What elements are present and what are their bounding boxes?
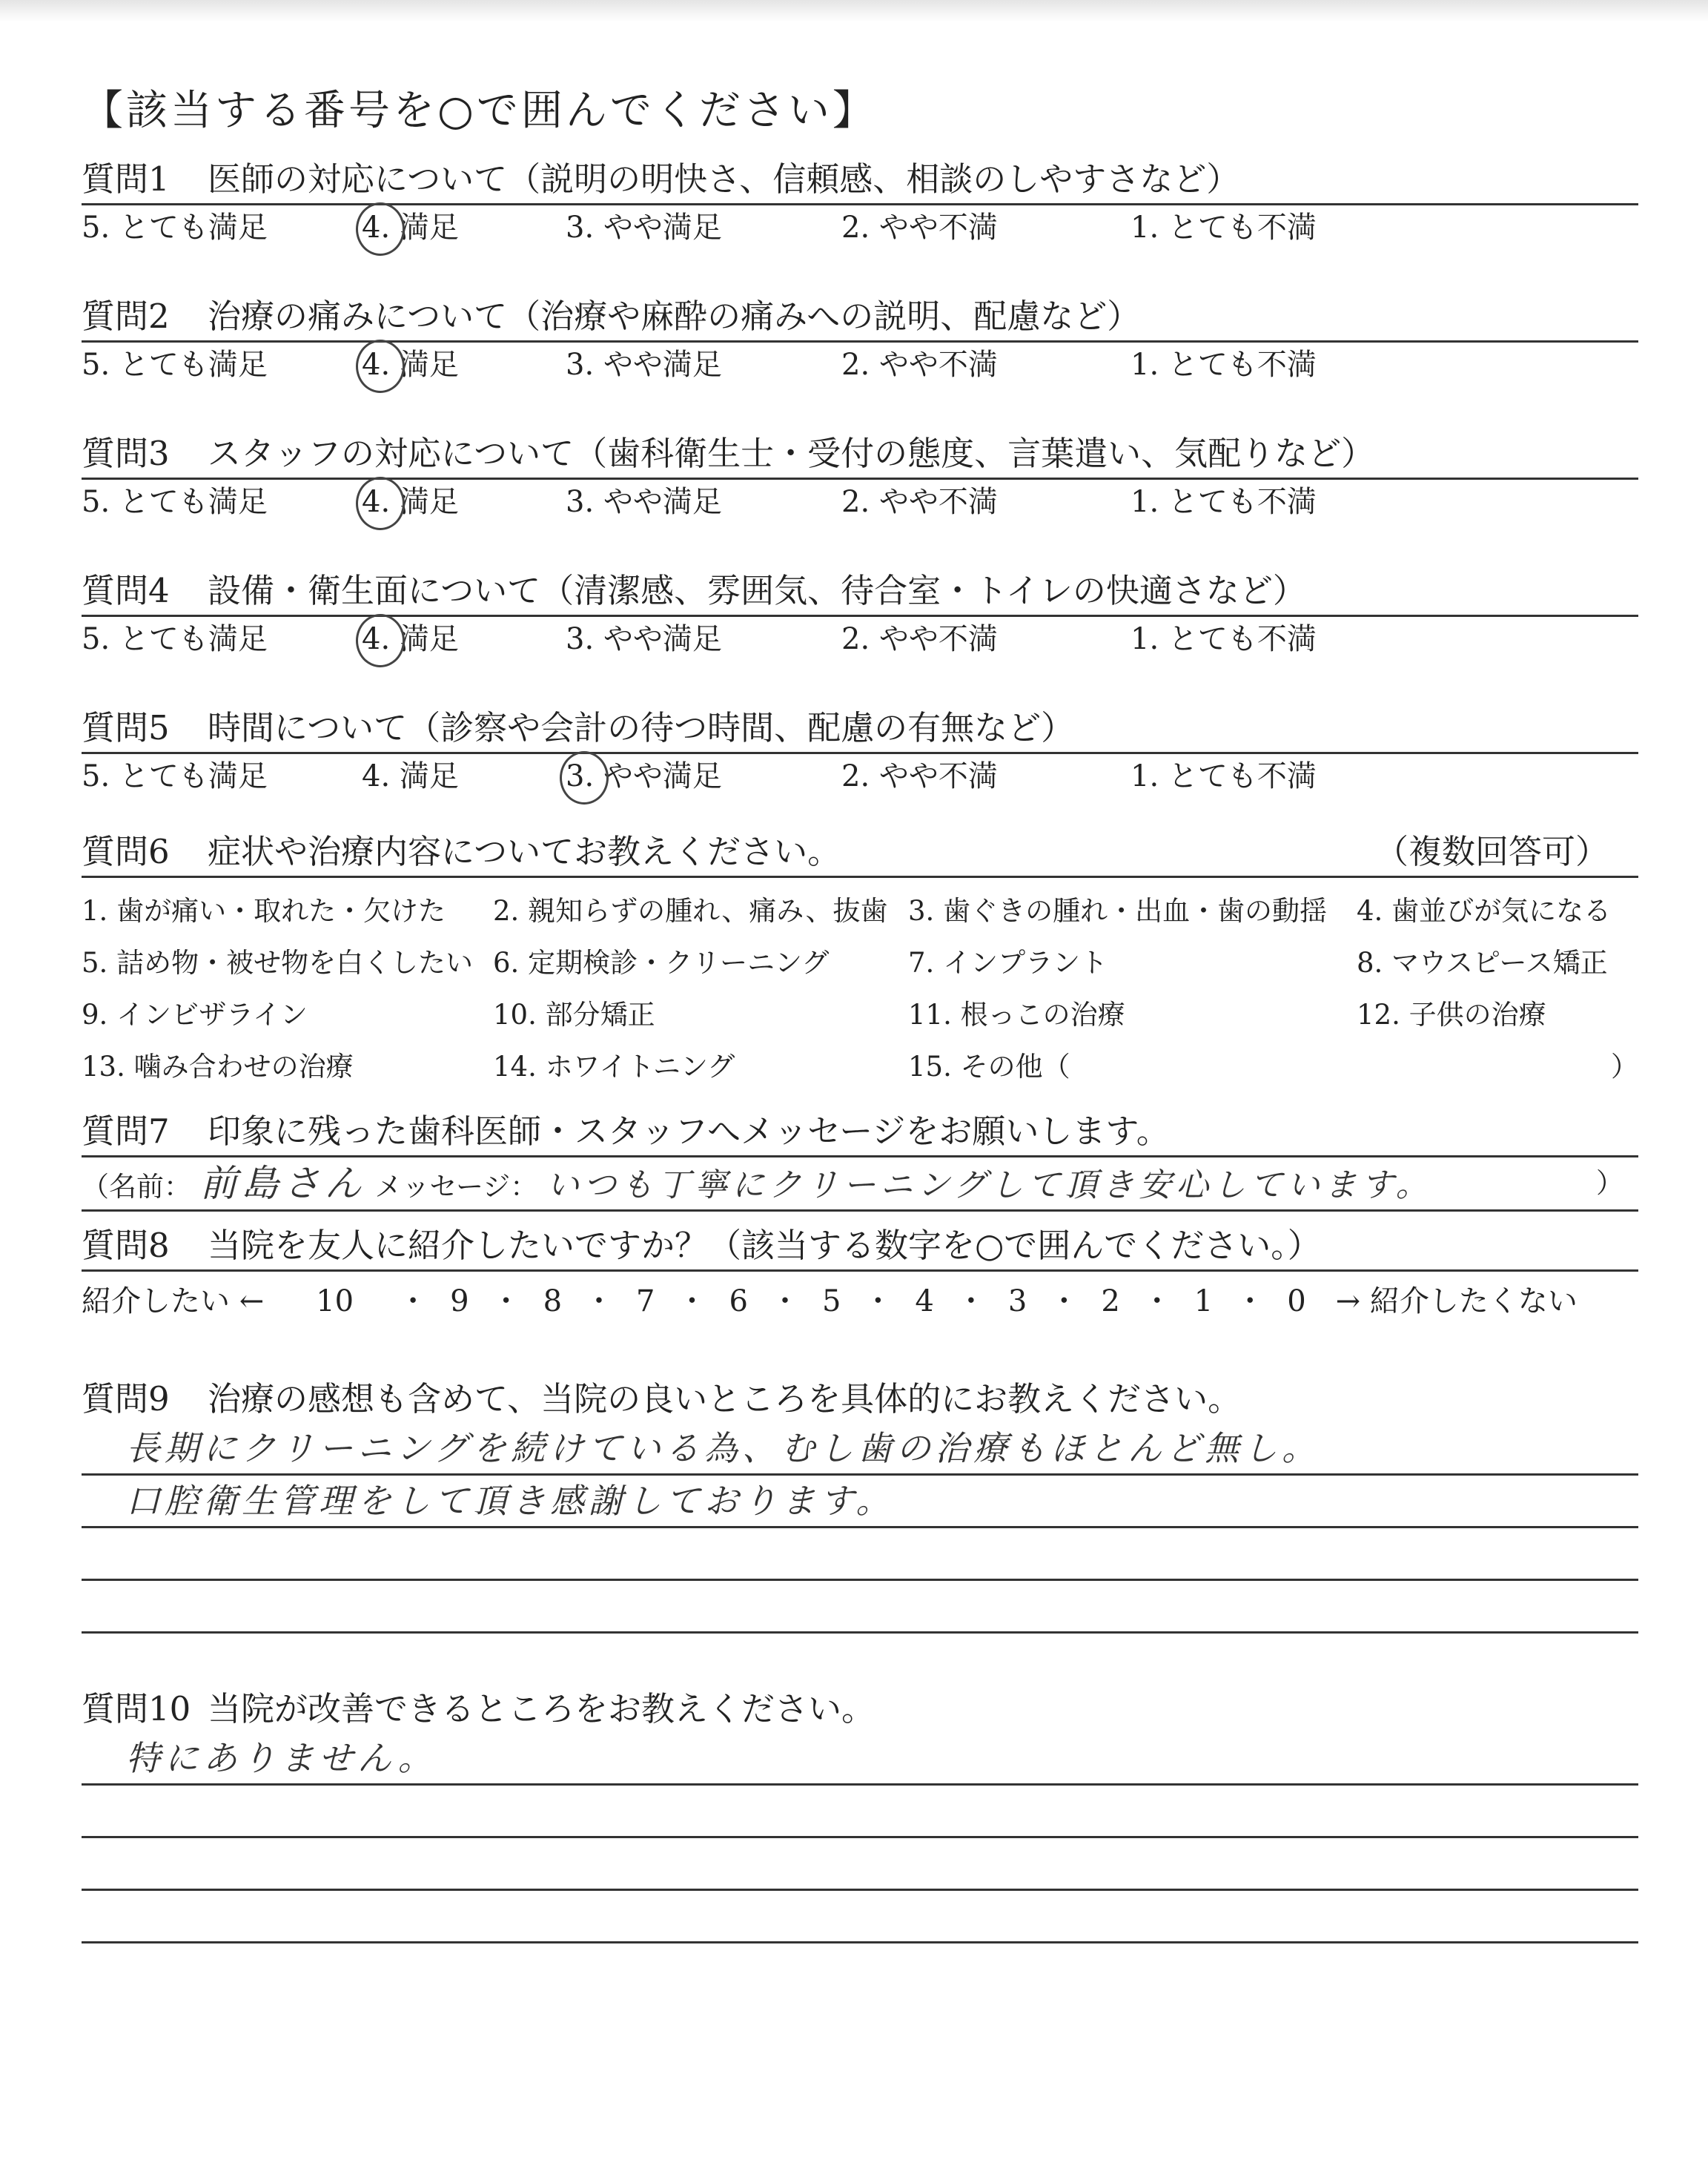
rating-option[interactable] [1131, 754, 1353, 799]
q7-name-value: 前島さん [199, 1162, 366, 1205]
q8-scale-dot: ・ [677, 1284, 707, 1318]
rating-option-label: 3. やや満足 [566, 211, 722, 245]
answer-line[interactable] [82, 1423, 1638, 1476]
rating-option-label: 2. やや不満 [841, 622, 998, 656]
q8-scale-value[interactable]: 0 [1287, 1284, 1306, 1318]
rating-option[interactable] [566, 617, 841, 661]
rating-option[interactable] [82, 754, 362, 799]
q6-option[interactable]: 12. 子供の治療 [1357, 999, 1546, 1031]
rating-option[interactable] [1131, 343, 1353, 387]
q7-number: 質問7 [82, 1112, 170, 1151]
rating-option[interactable] [841, 205, 1131, 250]
rating-option[interactable] [362, 617, 566, 661]
rating-option-label: 3. やや満足 [566, 622, 722, 656]
rating-option-label: 1. とても不満 [1131, 211, 1317, 245]
form-title: 【該当する番号を○で囲んでください】 [82, 87, 877, 135]
q8-scale-dot: ・ [769, 1284, 800, 1318]
q8-scale-value[interactable]: 10 [316, 1284, 354, 1318]
q6-text: 症状や治療内容についてお教えください。 [208, 832, 841, 871]
question-number: 質問2 [82, 297, 170, 336]
rating-options [82, 480, 1638, 524]
rating-option-label: 5. とても満足 [82, 759, 268, 793]
rating-option[interactable] [841, 754, 1131, 799]
answer-line[interactable] [82, 1891, 1638, 1943]
rating-option-label: 5. とても満足 [82, 622, 268, 656]
question-text: スタッフの対応について（歯科衛生士・受付の態度、言葉遣い、気配りなど） [208, 434, 1375, 473]
rating-option-label: 4. 満足 [362, 485, 459, 519]
question-5 [82, 704, 1638, 799]
q8-number: 質問8 [82, 1226, 170, 1265]
q6-close-paren: ） [1611, 1051, 1638, 1083]
answer-line[interactable] [82, 1528, 1638, 1581]
q6-option[interactable]: 2. 親知らずの腫れ、痛み、抜歯 [493, 895, 888, 927]
question-3 [82, 430, 1638, 524]
q7-name-label: （名前： [82, 1171, 191, 1203]
rating-option-label: 2. やや不満 [841, 211, 998, 245]
rating-option-label: 1. とても不満 [1131, 759, 1317, 793]
rating-option[interactable] [82, 205, 362, 250]
q6-option[interactable] [1357, 1041, 1638, 1093]
scan-edge [0, 0, 1708, 22]
rating-option[interactable] [362, 754, 566, 799]
q8-scale-value[interactable]: 7 [636, 1284, 655, 1318]
q6-number: 質問6 [82, 832, 170, 871]
q6-note: （複数回答可） [1374, 832, 1609, 871]
q7-message-label: メッセージ： [374, 1171, 538, 1203]
rating-option-label: 5. とても満足 [82, 211, 268, 245]
q6-options [82, 885, 1638, 1093]
question-text: 医師の対応について（説明の明快さ、信頼感、相談のしやすさなど） [208, 159, 1240, 199]
rating-option[interactable] [362, 205, 566, 250]
q10-heading [82, 1685, 1638, 1733]
rating-option-label: 5. とても満足 [82, 348, 268, 382]
rating-option-label: 3. やや満足 [566, 485, 722, 519]
rating-option-label: 3. やや満足 [566, 759, 722, 793]
q8-scale-dot: ・ [863, 1284, 893, 1318]
rating-option-label: 1. とても不満 [1131, 485, 1317, 519]
q8-scale-value[interactable]: 1 [1194, 1284, 1214, 1318]
q6-option[interactable]: 8. マウスピース矯正 [1357, 947, 1608, 979]
rating-option[interactable] [566, 754, 841, 799]
q8-scale-dot: ・ [956, 1284, 986, 1318]
question-number: 質問3 [82, 434, 170, 473]
rating-questions [82, 156, 1638, 799]
rating-option-label: 4. 満足 [362, 211, 459, 245]
q10-number: 質問10 [82, 1689, 191, 1728]
rating-options [82, 343, 1638, 387]
q7-answer-line[interactable] [82, 1157, 1638, 1212]
selection-circle [356, 202, 405, 256]
answer-line[interactable] [82, 1838, 1638, 1891]
q10-answer-lines [82, 1733, 1638, 1943]
rating-option-label: 1. とても不満 [1131, 622, 1317, 656]
q6-option[interactable]: 9. インビザライン [82, 999, 308, 1031]
q6-option[interactable]: 4. 歯並びが気になる [1357, 895, 1612, 927]
rating-option-label: 4. 満足 [362, 348, 459, 382]
q6-option[interactable]: 3. 歯ぐきの腫れ・出血・歯の動揺 [908, 895, 1328, 927]
q8-scale-value[interactable]: 6 [729, 1284, 748, 1318]
answer-line[interactable] [82, 1786, 1638, 1838]
question-text: 設備・衛生面について（清潔感、雰囲気、待合室・トイレの快適さなど） [208, 571, 1306, 610]
q8-scale-dot: ・ [1049, 1284, 1079, 1318]
rating-option-label: 4. 満足 [362, 622, 459, 656]
q6-option[interactable]: 1. 歯が痛い・取れた・欠けた [82, 895, 446, 927]
rating-option[interactable] [362, 480, 566, 524]
question-1 [82, 156, 1638, 250]
q7-heading [82, 1108, 1638, 1157]
question-heading [82, 567, 1638, 617]
question-number: 質問4 [82, 571, 170, 610]
rating-option-label: 1. とても不満 [1131, 348, 1317, 382]
q8-scale-value[interactable]: 5 [821, 1284, 841, 1318]
q6-option[interactable]: 7. インプラント [908, 947, 1108, 979]
q6-option[interactable]: 10. 部分矯正 [493, 999, 655, 1031]
rating-option-label: 2. やや不満 [841, 348, 998, 382]
rating-option-label: 3. やや満足 [566, 348, 722, 382]
q7-message-value: いつも丁寧にクリーニングして頂き安心しています。 [546, 1166, 1433, 1204]
q6-heading [82, 828, 1638, 878]
q10-text: 当院が改善できるところをお教えください。 [208, 1689, 875, 1728]
rating-option[interactable] [82, 343, 362, 387]
rating-option[interactable] [1131, 480, 1353, 524]
rating-options [82, 205, 1638, 250]
q6-option[interactable]: 5. 詰め物・被せ物を白くしたい [82, 947, 474, 979]
rating-options [82, 617, 1638, 661]
handwritten-answer: 特にありません。 [126, 1738, 437, 1778]
q8-scale-value[interactable]: 4 [915, 1284, 934, 1318]
rating-option[interactable] [82, 480, 362, 524]
question-number: 質問5 [82, 708, 170, 747]
question-heading [82, 293, 1638, 343]
q8-heading [82, 1222, 1638, 1272]
question-4 [82, 567, 1638, 661]
answer-line[interactable] [82, 1733, 1638, 1786]
q6-option[interactable]: 14. ホワイトニング [493, 1051, 735, 1083]
q8-scale-dot: ・ [398, 1284, 428, 1318]
q6-option[interactable]: 6. 定期検診・クリーニング [493, 947, 830, 979]
q8-scale-dot: ・ [1235, 1284, 1265, 1318]
q8-scale-value[interactable]: 9 [450, 1284, 469, 1318]
q7-close-paren: ） [1596, 1167, 1623, 1199]
rating-option[interactable] [841, 480, 1131, 524]
q8-scale-value[interactable]: 3 [1007, 1284, 1027, 1318]
question-heading [82, 704, 1638, 754]
selection-circle [356, 340, 405, 393]
question-heading [82, 430, 1638, 480]
question-2 [82, 293, 1638, 387]
rating-option[interactable] [82, 617, 362, 661]
q8-scale-value[interactable]: 2 [1101, 1284, 1120, 1318]
rating-option[interactable] [841, 343, 1131, 387]
handwritten-answer: 長期にクリーニングを続けている為、むし歯の治療もほとんど無し。 [126, 1428, 1321, 1468]
q8-scale-dot: ・ [1142, 1284, 1172, 1318]
rating-options [82, 754, 1638, 799]
q9-heading [82, 1375, 1638, 1423]
answer-line[interactable] [82, 1476, 1638, 1528]
q8-scale-dot: ・ [491, 1284, 521, 1318]
q6-option[interactable]: 13. 噛み合わせの治療 [82, 1051, 354, 1083]
q9-answer-lines [82, 1423, 1638, 1634]
q8-scale-dot: ・ [584, 1284, 615, 1318]
q8-right-label: → 紹介したくない [1335, 1284, 1578, 1318]
rating-option[interactable] [362, 343, 566, 387]
rating-option[interactable] [841, 617, 1131, 661]
q8-scale [82, 1272, 1638, 1331]
answer-line[interactable] [82, 1581, 1638, 1634]
rating-option-label: 2. やや不満 [841, 485, 998, 519]
q8-left-label: 紹介したい ← [82, 1284, 265, 1318]
q8-text: 当院を友人に紹介したいですか？（該当する数字を○で囲んでください。） [208, 1226, 1321, 1265]
selection-circle [560, 751, 609, 805]
q7-text: 印象に残った歯科医師・スタッフへメッセージをお願いします。 [208, 1112, 1170, 1151]
q6-option[interactable]: 11. 根っこの治療 [908, 999, 1125, 1031]
survey-form [82, 52, 1638, 1943]
question-text: 時間について（診察や会計の待つ時間、配慮の有無など） [208, 708, 1075, 747]
q6-option[interactable]: 15. その他（ [908, 1051, 1070, 1083]
rating-option[interactable] [566, 343, 841, 387]
q9-number: 質問9 [82, 1379, 170, 1418]
question-number: 質問1 [82, 159, 170, 199]
rating-option[interactable] [1131, 205, 1353, 250]
question-text: 治療の痛みについて（治療や麻酔の痛みへの説明、配慮など） [208, 297, 1141, 336]
question-heading [82, 156, 1638, 205]
rating-option-label: 5. とても満足 [82, 485, 268, 519]
selection-circle [356, 614, 405, 667]
rating-option[interactable] [566, 480, 841, 524]
rating-option-label: 4. 満足 [362, 759, 459, 793]
rating-option[interactable] [1131, 617, 1353, 661]
q9-text: 治療の感想も含めて、当院の良いところを具体的にお教えください。 [208, 1379, 1242, 1418]
selection-circle [356, 477, 405, 530]
rating-option[interactable] [566, 205, 841, 250]
handwritten-answer: 口腔衛生管理をして頂き感謝しております。 [126, 1481, 895, 1521]
q8-scale-value[interactable]: 8 [543, 1284, 563, 1318]
rating-option-label: 2. やや不満 [841, 759, 998, 793]
